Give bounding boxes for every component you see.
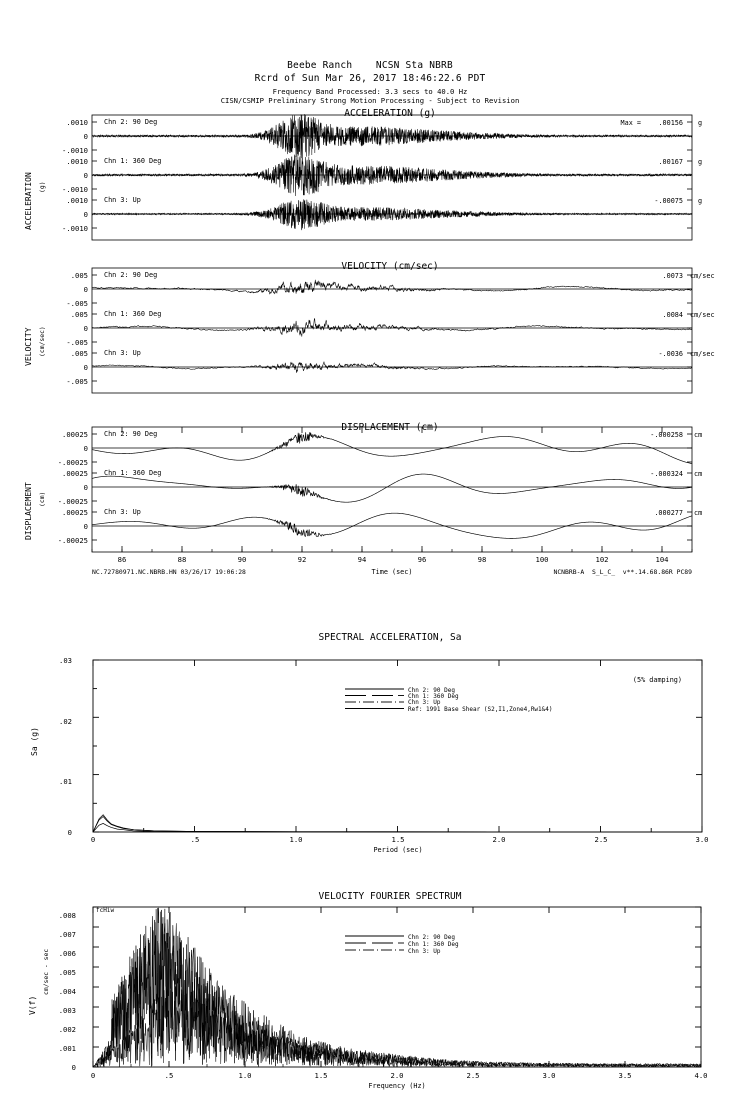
spectral-xtick-4: 2.0 (492, 835, 506, 844)
disp-trace-2-label: Chn 3: Up (104, 508, 141, 516)
fourier-x-label: Frequency (Hz) (368, 1082, 426, 1090)
fourier-xtick-7: 3.5 (618, 1071, 632, 1080)
displacement-axis-unit: (cm) (38, 491, 46, 507)
accel-trace-1-label: Chn 1: 360 Deg (104, 157, 162, 165)
fourier-xtick-3: 1.5 (314, 1071, 328, 1080)
vel-unit-2: cm/sec (690, 350, 715, 358)
fourier-ytick-6: .006 (58, 949, 76, 958)
velocity-title: VELOCITY (cm/sec) (341, 261, 439, 272)
fourier-plot (0, 885, 739, 1115)
spectral-legend-1: Chn 1: 360 Deg (408, 693, 459, 700)
fourier-corner-label: fcHiw (96, 907, 115, 914)
time-tick-8: 102 (595, 555, 609, 564)
fourier-ytick-5: .005 (58, 968, 76, 977)
station-title: Beebe Ranch NCSN Sta NBRB (287, 60, 453, 71)
acceleration-axis-name: ACCELERATION (24, 172, 33, 230)
disp-tick-2-lo: -.00025 (57, 536, 88, 545)
displacement-plot (0, 412, 739, 577)
spectral-xtick-3: 1.5 (391, 835, 405, 844)
vel-tick-2-lo: -.005 (66, 377, 88, 386)
disp-tick-1-lo: -.00025 (57, 497, 88, 506)
accel-trace-0-label: Chn 2: 90 Deg (104, 118, 158, 126)
time-tick-1: 88 (177, 555, 187, 564)
vel-unit-1: cm/sec (690, 311, 715, 319)
processing-note: CISN/CSMIP Preliminary Strong Motion Processing - Subject to Revision (220, 96, 520, 105)
spectral-x-label: Period (sec) (373, 846, 423, 854)
vel-tick-2-zero: 0 (83, 363, 88, 372)
vel-trace-1-label: Chn 1: 360 Deg (104, 310, 162, 318)
spectral-plot (0, 632, 739, 847)
acceleration-panel (0, 105, 739, 245)
vel-max-0: .0073 (662, 272, 683, 280)
displacement-axis-name: DISPLACEMENT (24, 482, 33, 540)
fourier-ytick-8: .008 (58, 911, 76, 920)
vel-tick-1-hi: .005 (70, 310, 88, 319)
spectral-xtick-2: 1.0 (289, 835, 303, 844)
accel-tick-0-hi: .0010 (66, 118, 88, 127)
record-time: Rcrd of Sun Mar 26, 2017 18:46:22.6 PDT (254, 73, 486, 84)
disp-max-0: -.000258 (650, 431, 683, 439)
fourier-ytick-0: 0 (71, 1063, 76, 1072)
vel-max-2: -.0036 (658, 350, 683, 358)
frequency-band-note: Frequency Band Processed: 3.3 secs to 40.0 Hz (272, 87, 468, 96)
damping-annotation: (5% damping) (632, 676, 682, 684)
time-tick-4: 94 (357, 555, 367, 564)
disp-tick-2-hi: .00025 (62, 508, 88, 517)
accel-tick-0-zero: 0 (83, 132, 88, 141)
fourier-ytick-4: .004 (58, 987, 76, 996)
disp-unit-2: cm (694, 509, 703, 517)
spectral-xtick-0: 0 (90, 835, 96, 844)
fourier-y-unit: cm/sec - sec (42, 948, 50, 995)
spectral-ytick-0: 0 (67, 828, 72, 837)
disp-tick-0-lo: -.00025 (57, 458, 88, 467)
accel-unit-2: g (698, 197, 703, 205)
fourier-xtick-0: 0 (90, 1071, 96, 1080)
acceleration-title: ACCELERATION (g) (344, 108, 436, 119)
velocity-axis-unit: (cm/sec) (38, 326, 46, 357)
accel-trace-2-label: Chn 3: Up (104, 196, 141, 204)
displacement-title: DISPLACEMENT (cm) (341, 422, 439, 433)
fourier-ytick-7: .007 (58, 930, 76, 939)
velocity-axis-name: VELOCITY (24, 327, 33, 366)
fourier-xtick-6: 3.0 (542, 1071, 556, 1080)
time-tick-2: 90 (237, 555, 247, 564)
spectral-xtick-6: 3.0 (695, 835, 709, 844)
spectral-y-label: Sa (g) (30, 727, 39, 756)
disp-max-1: -.000324 (650, 470, 683, 478)
accel-max-prefix-0: Max = (620, 119, 641, 127)
disp-trace-1-label: Chn 1: 360 Deg (104, 469, 162, 477)
disp-tick-1-zero: 0 (83, 483, 88, 492)
fourier-legend-0: Chn 2: 90 Deg (408, 934, 455, 941)
spectral-title: SPECTRAL ACCELERATION, Sa (318, 632, 462, 643)
spectral-legend-0: Chn 2: 90 Deg (408, 687, 455, 694)
accel-tick-0-lo: -.0010 (62, 146, 88, 155)
spectral-legend-2: Chn 3: Up (408, 699, 441, 706)
disp-tick-0-hi: .00025 (62, 430, 88, 439)
spectral-xtick-5: 2.5 (594, 835, 608, 844)
fourier-ytick-2: .002 (58, 1025, 76, 1034)
accel-tick-1-hi: .0010 (66, 157, 88, 166)
accel-max-1: .00167 (658, 158, 683, 166)
disp-trace-0-label: Chn 2: 90 Deg (104, 430, 158, 438)
displacement-panel (0, 412, 739, 577)
fourier-ytick-3: .003 (58, 1006, 76, 1015)
vel-tick-1-zero: 0 (83, 324, 88, 333)
accel-tick-1-lo: -.0010 (62, 185, 88, 194)
spectral-acceleration-panel (0, 632, 739, 854)
spectral-legend-3: Ref: 1991 Base Shear (S2,I1,Zone4,Rw1&4) (408, 706, 553, 713)
acceleration-axis-unit: (g) (38, 181, 46, 193)
disp-tick-0-zero: 0 (83, 444, 88, 453)
accel-tick-2-hi: .0010 (66, 196, 88, 205)
vel-tick-0-zero: 0 (83, 285, 88, 294)
accel-tick-2-zero: 0 (83, 210, 88, 219)
accel-max-0: .00156 (658, 119, 683, 127)
vel-tick-1-lo: -.005 (66, 338, 88, 347)
time-tick-0: 86 (117, 555, 127, 564)
acceleration-plot (0, 105, 739, 245)
vel-tick-2-hi: .005 (70, 349, 88, 358)
disp-unit-0: cm (694, 431, 703, 439)
disp-tick-2-zero: 0 (83, 522, 88, 531)
vel-trace-0-label: Chn 2: 90 Deg (104, 271, 158, 279)
spectral-xtick-1: .5 (190, 835, 200, 844)
spectral-ytick-2: .02 (59, 717, 72, 726)
fourier-xtick-2: 1.0 (238, 1071, 252, 1080)
vel-max-1: .0084 (662, 311, 683, 319)
velocity-plot (0, 258, 739, 398)
vel-unit-0: cm/sec (690, 272, 715, 280)
fourier-legend-1: Chn 1: 360 Deg (408, 941, 459, 948)
fourier-xtick-4: 2.0 (390, 1071, 404, 1080)
processing-footer: NCNBRB-A S_L_C_ v**.14.68.86R PC89 (553, 568, 692, 576)
fourier-title: VELOCITY FOURIER SPECTRUM (318, 891, 462, 902)
time-tick-3: 92 (297, 555, 307, 564)
vel-tick-0-hi: .005 (70, 271, 88, 280)
fourier-xtick-1: .5 (164, 1071, 174, 1080)
vel-tick-0-lo: -.005 (66, 299, 88, 308)
disp-unit-1: cm (694, 470, 703, 478)
fourier-xtick-8: 4.0 (694, 1071, 708, 1080)
fourier-xtick-5: 2.5 (466, 1071, 480, 1080)
vel-trace-2-label: Chn 3: Up (104, 349, 141, 357)
spectral-ytick-1: .01 (59, 777, 72, 786)
disp-max-2: .000277 (654, 509, 683, 517)
fourier-spectrum-panel (0, 885, 739, 1115)
accel-unit-1: g (698, 158, 703, 166)
time-axis-label: Time (sec) (371, 568, 413, 576)
spectral-ytick-3: .03 (59, 656, 72, 665)
accel-unit-0: g (698, 119, 703, 127)
time-tick-7: 100 (535, 555, 549, 564)
disp-tick-1-hi: .00025 (62, 469, 88, 478)
fourier-legend-2: Chn 3: Up (408, 948, 441, 955)
accel-tick-1-zero: 0 (83, 171, 88, 180)
record-id-footer: NC.72780971.NC.NBRB.HN 03/26/17 19:06:28 (92, 568, 246, 576)
velocity-panel (0, 258, 739, 398)
fourier-ytick-1: .001 (58, 1044, 76, 1053)
fourier-y-label: V(f) (28, 995, 37, 1015)
time-tick-9: 104 (655, 555, 669, 564)
time-tick-6: 98 (477, 555, 487, 564)
accel-max-2: -.00075 (654, 197, 683, 205)
accel-tick-2-lo: -.0010 (62, 224, 88, 233)
time-tick-5: 96 (417, 555, 427, 564)
